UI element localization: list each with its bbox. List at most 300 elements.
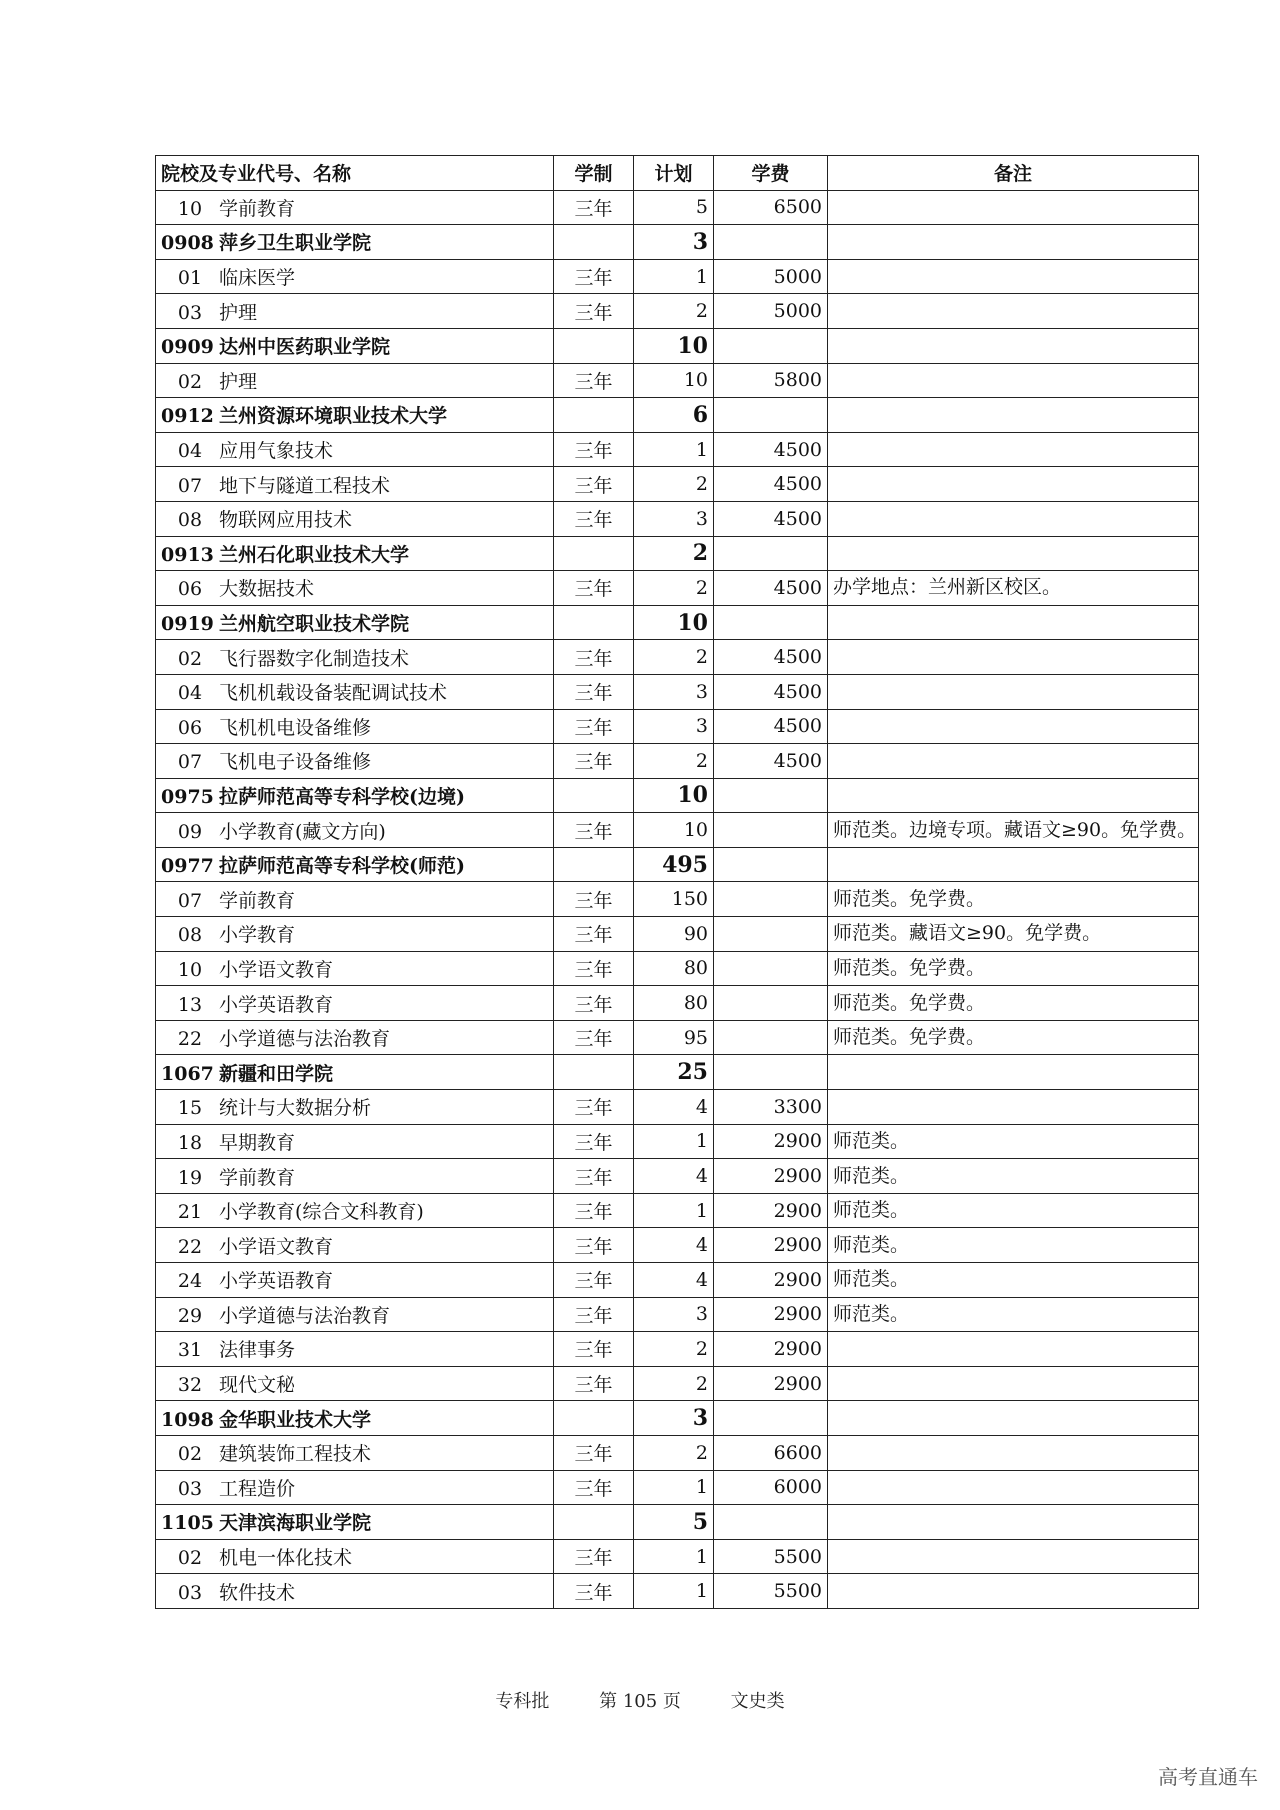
school-code: 1098 — [161, 1408, 214, 1431]
duration-cell: 三年 — [554, 571, 634, 606]
major-row — [156, 882, 1199, 917]
school-name: 天津滨海职业学院 — [219, 1512, 372, 1535]
duration-cell — [554, 847, 634, 882]
plan-cell: 1 — [634, 1574, 714, 1609]
remarks-cell — [828, 1470, 1199, 1505]
major-name: 飞机机载设备装配调试技术 — [219, 682, 448, 705]
tuition-cell: 4500 — [714, 571, 828, 606]
plan-cell: 2 — [634, 1435, 714, 1470]
major-code: 21 — [177, 1201, 203, 1224]
duration-cell: 三年 — [554, 917, 634, 952]
tuition-cell — [714, 882, 828, 917]
major-name-cell — [156, 709, 554, 744]
remarks-cell — [828, 467, 1199, 502]
remarks-cell: 师范类。 — [828, 1124, 1199, 1159]
major-name: 统计与大数据分析 — [219, 1097, 372, 1120]
header-tuition: 学费 — [714, 156, 828, 191]
plan-cell: 10 — [634, 778, 714, 813]
duration-cell: 三年 — [554, 744, 634, 779]
tuition-cell — [714, 1020, 828, 1055]
plan-cell: 95 — [634, 1020, 714, 1055]
major-name: 小学教育 — [219, 924, 296, 947]
major-name: 护理 — [219, 301, 258, 324]
tuition-cell: 2900 — [714, 1332, 828, 1367]
school-name: 拉萨师范高等专科学校(师范) — [219, 855, 465, 878]
major-row — [156, 1228, 1199, 1263]
duration-cell: 三年 — [554, 882, 634, 917]
duration-cell: 三年 — [554, 640, 634, 675]
school-code: 0908 — [161, 232, 214, 255]
major-name: 法律事务 — [219, 1339, 296, 1362]
remarks-cell: 师范类。 — [828, 1297, 1199, 1332]
school-name: 新疆和田学院 — [219, 1062, 334, 1085]
school-row — [156, 1401, 1199, 1436]
plan-cell: 1 — [634, 432, 714, 467]
remarks-cell — [828, 744, 1199, 779]
plan-cell: 4 — [634, 1159, 714, 1194]
school-code: 0977 — [161, 855, 214, 878]
remarks-cell: 师范类。 — [828, 1228, 1199, 1263]
tuition-cell: 4500 — [714, 467, 828, 502]
plan-cell: 2 — [634, 467, 714, 502]
plan-cell: 2 — [634, 1366, 714, 1401]
remarks-cell: 师范类。 — [828, 1159, 1199, 1194]
school-name-cell — [156, 1505, 554, 1540]
major-name: 物联网应用技术 — [219, 509, 353, 532]
remarks-cell — [828, 190, 1199, 225]
major-name-cell — [156, 467, 554, 502]
duration-cell: 三年 — [554, 986, 634, 1021]
major-code: 03 — [177, 1477, 203, 1500]
duration-cell: 三年 — [554, 1366, 634, 1401]
major-code: 32 — [177, 1374, 203, 1397]
remarks-cell — [828, 398, 1199, 433]
plan-cell: 80 — [634, 951, 714, 986]
major-name-cell — [156, 882, 554, 917]
major-row — [156, 1193, 1199, 1228]
school-name-cell — [156, 398, 554, 433]
plan-cell: 6 — [634, 398, 714, 433]
major-name: 机电一体化技术 — [219, 1547, 353, 1570]
major-row — [156, 709, 1199, 744]
major-name-cell — [156, 571, 554, 606]
major-row — [156, 744, 1199, 779]
major-code: 01 — [177, 267, 203, 290]
duration-cell: 三年 — [554, 1297, 634, 1332]
plan-cell: 10 — [634, 813, 714, 848]
major-name-cell — [156, 1228, 554, 1263]
major-name-cell — [156, 1435, 554, 1470]
major-name-cell — [156, 986, 554, 1021]
major-code: 06 — [177, 578, 203, 601]
major-name: 大数据技术 — [219, 578, 315, 601]
remarks-cell — [828, 1055, 1199, 1090]
footer-category: 文史类 — [730, 1691, 785, 1712]
major-name-cell — [156, 190, 554, 225]
school-row — [156, 605, 1199, 640]
table-header-row — [156, 156, 1199, 191]
remarks-cell — [828, 328, 1199, 363]
school-name-cell — [156, 536, 554, 571]
major-name: 小学语文教育 — [219, 958, 334, 981]
tuition-cell — [714, 847, 828, 882]
school-code: 0912 — [161, 405, 214, 428]
school-row — [156, 1505, 1199, 1540]
duration-cell — [554, 1055, 634, 1090]
plan-cell: 3 — [634, 225, 714, 260]
duration-cell: 三年 — [554, 1159, 634, 1194]
remarks-cell — [828, 605, 1199, 640]
tuition-cell: 5000 — [714, 294, 828, 329]
major-name-cell — [156, 1090, 554, 1125]
duration-cell: 三年 — [554, 1539, 634, 1574]
major-code: 02 — [177, 1443, 203, 1466]
tuition-cell: 6500 — [714, 190, 828, 225]
major-code: 07 — [177, 889, 203, 912]
remarks-cell: 师范类。免学费。 — [828, 1020, 1199, 1055]
remarks-cell — [828, 778, 1199, 813]
duration-cell: 三年 — [554, 259, 634, 294]
major-name-cell — [156, 674, 554, 709]
remarks-cell: 师范类。免学费。 — [828, 951, 1199, 986]
major-name: 小学教育(综合文科教育) — [219, 1201, 424, 1224]
school-row — [156, 778, 1199, 813]
plan-cell: 90 — [634, 917, 714, 952]
duration-cell: 三年 — [554, 674, 634, 709]
tuition-cell — [714, 536, 828, 571]
duration-cell: 三年 — [554, 1193, 634, 1228]
tuition-cell: 2900 — [714, 1263, 828, 1298]
duration-cell — [554, 536, 634, 571]
remarks-cell — [828, 1505, 1199, 1540]
duration-cell — [554, 398, 634, 433]
major-name: 护理 — [219, 370, 258, 393]
plan-cell: 80 — [634, 986, 714, 1021]
major-row — [156, 1263, 1199, 1298]
school-name: 达州中医药职业学院 — [219, 336, 391, 359]
plan-cell: 4 — [634, 1228, 714, 1263]
duration-cell — [554, 1505, 634, 1540]
duration-cell: 三年 — [554, 709, 634, 744]
major-name-cell — [156, 294, 554, 329]
tuition-cell: 2900 — [714, 1124, 828, 1159]
plan-cell: 1 — [634, 259, 714, 294]
remarks-cell: 师范类。免学费。 — [828, 882, 1199, 917]
table-body — [156, 190, 1199, 1608]
major-name-cell — [156, 501, 554, 536]
major-name-cell — [156, 1193, 554, 1228]
major-name-cell — [156, 917, 554, 952]
school-row — [156, 225, 1199, 260]
major-row — [156, 986, 1199, 1021]
remarks-cell — [828, 1332, 1199, 1367]
remarks-cell — [828, 1574, 1199, 1609]
school-name: 兰州资源环境职业技术大学 — [219, 405, 448, 428]
major-code: 02 — [177, 370, 203, 393]
tuition-cell: 4500 — [714, 501, 828, 536]
remarks-cell: 师范类。免学费。 — [828, 986, 1199, 1021]
school-name-cell — [156, 847, 554, 882]
duration-cell: 三年 — [554, 363, 634, 398]
major-code: 31 — [177, 1339, 203, 1362]
school-row — [156, 398, 1199, 433]
major-row — [156, 1574, 1199, 1609]
major-code: 07 — [177, 751, 203, 774]
plan-cell: 1 — [634, 1470, 714, 1505]
remarks-cell — [828, 709, 1199, 744]
tuition-cell: 2900 — [714, 1159, 828, 1194]
page-footer — [0, 1687, 1280, 1713]
tuition-cell — [714, 225, 828, 260]
major-name: 软件技术 — [219, 1581, 296, 1604]
header-name: 院校及专业代号、名称 — [156, 156, 554, 191]
major-code: 15 — [177, 1097, 203, 1120]
tuition-cell: 4500 — [714, 432, 828, 467]
tuition-cell: 4500 — [714, 674, 828, 709]
remarks-cell — [828, 501, 1199, 536]
tuition-cell: 5800 — [714, 363, 828, 398]
major-name-cell — [156, 1297, 554, 1332]
school-name-cell — [156, 778, 554, 813]
major-name: 小学英语教育 — [219, 1270, 334, 1293]
major-name: 现代文秘 — [219, 1374, 296, 1397]
major-code: 24 — [177, 1270, 203, 1293]
tuition-cell — [714, 986, 828, 1021]
tuition-cell — [714, 1505, 828, 1540]
major-name-cell — [156, 1574, 554, 1609]
school-row — [156, 328, 1199, 363]
major-name: 小学道德与法治教育 — [219, 1304, 391, 1327]
plan-cell: 2 — [634, 294, 714, 329]
remarks-cell — [828, 640, 1199, 675]
major-row — [156, 259, 1199, 294]
major-code: 09 — [177, 820, 203, 843]
duration-cell — [554, 778, 634, 813]
major-row — [156, 294, 1199, 329]
plan-cell: 3 — [634, 709, 714, 744]
major-name-cell — [156, 1332, 554, 1367]
major-name: 飞机电子设备维修 — [219, 751, 372, 774]
tuition-cell: 2900 — [714, 1366, 828, 1401]
tuition-cell: 4500 — [714, 640, 828, 675]
duration-cell — [554, 605, 634, 640]
remarks-cell: 师范类。 — [828, 1193, 1199, 1228]
school-code: 0913 — [161, 543, 214, 566]
admission-plan-table — [155, 155, 1199, 1609]
major-name-cell — [156, 640, 554, 675]
duration-cell: 三年 — [554, 1228, 634, 1263]
school-code: 1067 — [161, 1062, 214, 1085]
plan-cell: 3 — [634, 1297, 714, 1332]
major-name-cell — [156, 1124, 554, 1159]
footer-page-number: 第 105 页 — [599, 1691, 681, 1712]
school-row — [156, 1055, 1199, 1090]
major-row — [156, 1159, 1199, 1194]
school-name-cell — [156, 605, 554, 640]
duration-cell — [554, 1401, 634, 1436]
major-code: 02 — [177, 1547, 203, 1570]
plan-cell: 2 — [634, 744, 714, 779]
major-row — [156, 190, 1199, 225]
major-name: 学前教育 — [219, 889, 296, 912]
plan-cell: 150 — [634, 882, 714, 917]
duration-cell: 三年 — [554, 501, 634, 536]
duration-cell — [554, 225, 634, 260]
duration-cell: 三年 — [554, 1574, 634, 1609]
major-name: 工程造价 — [219, 1477, 296, 1500]
major-row — [156, 1366, 1199, 1401]
school-row — [156, 536, 1199, 571]
major-code: 19 — [177, 1166, 203, 1189]
major-name: 学前教育 — [219, 197, 296, 220]
tuition-cell: 5000 — [714, 259, 828, 294]
major-code: 02 — [177, 647, 203, 670]
duration-cell: 三年 — [554, 1435, 634, 1470]
major-row — [156, 1124, 1199, 1159]
plan-cell: 25 — [634, 1055, 714, 1090]
tuition-cell — [714, 778, 828, 813]
school-code: 0909 — [161, 336, 214, 359]
major-row — [156, 501, 1199, 536]
major-name-cell — [156, 1159, 554, 1194]
school-name: 拉萨师范高等专科学校(边境) — [219, 785, 465, 808]
remarks-cell — [828, 536, 1199, 571]
duration-cell: 三年 — [554, 190, 634, 225]
plan-cell: 5 — [634, 1505, 714, 1540]
duration-cell: 三年 — [554, 294, 634, 329]
major-code: 29 — [177, 1304, 203, 1327]
duration-cell: 三年 — [554, 1332, 634, 1367]
plan-cell: 1 — [634, 1124, 714, 1159]
major-name: 地下与隧道工程技术 — [219, 474, 391, 497]
major-code: 08 — [177, 509, 203, 532]
tuition-cell — [714, 951, 828, 986]
school-row — [156, 847, 1199, 882]
school-name-cell — [156, 1055, 554, 1090]
tuition-cell: 5500 — [714, 1539, 828, 1574]
remarks-cell: 师范类。 — [828, 1263, 1199, 1298]
major-row — [156, 571, 1199, 606]
major-name: 临床医学 — [219, 267, 296, 290]
plan-cell: 5 — [634, 190, 714, 225]
remarks-cell — [828, 432, 1199, 467]
major-row — [156, 363, 1199, 398]
plan-cell: 10 — [634, 605, 714, 640]
duration-cell: 三年 — [554, 467, 634, 502]
plan-cell: 3 — [634, 1401, 714, 1436]
school-name: 萍乡卫生职业学院 — [219, 232, 372, 255]
major-code: 03 — [177, 301, 203, 324]
major-name-cell — [156, 432, 554, 467]
duration-cell — [554, 328, 634, 363]
remarks-cell — [828, 847, 1199, 882]
duration-cell: 三年 — [554, 1090, 634, 1125]
major-name-cell — [156, 1263, 554, 1298]
major-name-cell — [156, 813, 554, 848]
school-name-cell — [156, 1401, 554, 1436]
tuition-cell — [714, 813, 828, 848]
tuition-cell — [714, 328, 828, 363]
major-name: 小学英语教育 — [219, 993, 334, 1016]
major-code: 03 — [177, 1581, 203, 1604]
major-row — [156, 1020, 1199, 1055]
header-remarks: 备注 — [828, 156, 1199, 191]
plan-cell: 4 — [634, 1090, 714, 1125]
major-name-cell — [156, 363, 554, 398]
remarks-cell — [828, 363, 1199, 398]
major-code: 06 — [177, 716, 203, 739]
remarks-cell — [828, 1539, 1199, 1574]
tuition-cell: 2900 — [714, 1297, 828, 1332]
footer-batch: 专科批 — [495, 1691, 550, 1712]
tuition-cell: 6600 — [714, 1435, 828, 1470]
tuition-cell — [714, 605, 828, 640]
school-name-cell — [156, 225, 554, 260]
major-row — [156, 674, 1199, 709]
major-row — [156, 640, 1199, 675]
major-row — [156, 1435, 1199, 1470]
plan-cell: 10 — [634, 363, 714, 398]
major-code: 04 — [177, 440, 203, 463]
remarks-cell — [828, 1090, 1199, 1125]
major-row — [156, 1539, 1199, 1574]
plan-cell: 3 — [634, 674, 714, 709]
plan-cell: 10 — [634, 328, 714, 363]
tuition-cell — [714, 1401, 828, 1436]
major-row — [156, 1090, 1199, 1125]
plan-cell: 1 — [634, 1539, 714, 1574]
school-code: 1105 — [161, 1512, 214, 1535]
plan-cell: 2 — [634, 640, 714, 675]
tuition-cell: 4500 — [714, 709, 828, 744]
tuition-cell — [714, 917, 828, 952]
major-name: 小学教育(藏文方向) — [219, 820, 386, 843]
remarks-cell — [828, 294, 1199, 329]
duration-cell: 三年 — [554, 1470, 634, 1505]
plan-cell: 4 — [634, 1263, 714, 1298]
duration-cell: 三年 — [554, 1020, 634, 1055]
major-name: 小学语文教育 — [219, 1235, 334, 1258]
remarks-cell: 办学地点：兰州新区校区。 — [828, 571, 1199, 606]
major-row — [156, 1332, 1199, 1367]
major-row — [156, 1297, 1199, 1332]
major-row — [156, 432, 1199, 467]
major-code: 07 — [177, 474, 203, 497]
plan-cell: 2 — [634, 1332, 714, 1367]
major-code: 22 — [177, 1235, 203, 1258]
remarks-cell — [828, 1366, 1199, 1401]
major-name-cell — [156, 1539, 554, 1574]
duration-cell: 三年 — [554, 1124, 634, 1159]
major-code: 13 — [177, 993, 203, 1016]
major-row — [156, 813, 1199, 848]
major-code: 22 — [177, 1028, 203, 1051]
tuition-cell — [714, 398, 828, 433]
major-name-cell — [156, 259, 554, 294]
duration-cell: 三年 — [554, 813, 634, 848]
tuition-cell — [714, 1055, 828, 1090]
header-plan: 计划 — [634, 156, 714, 191]
major-code: 18 — [177, 1131, 203, 1154]
major-row — [156, 467, 1199, 502]
major-name: 飞机机电设备维修 — [219, 716, 372, 739]
major-row — [156, 951, 1199, 986]
duration-cell: 三年 — [554, 432, 634, 467]
major-code: 10 — [177, 197, 203, 220]
tuition-cell: 5500 — [714, 1574, 828, 1609]
major-name-cell — [156, 1020, 554, 1055]
remarks-cell: 师范类。边境专项。藏语文≥90。免学费。 — [828, 813, 1199, 848]
